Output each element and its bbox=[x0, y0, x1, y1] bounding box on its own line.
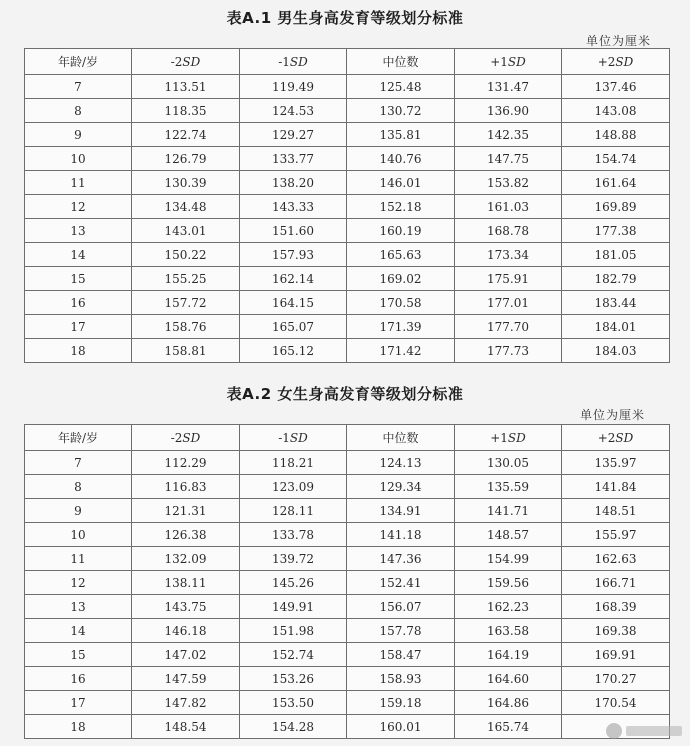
table-row bbox=[25, 691, 670, 715]
age-cell: 18 bbox=[25, 715, 132, 739]
height-cell: 146.01 bbox=[347, 171, 455, 195]
height-cell: 158.76 bbox=[132, 315, 240, 339]
height-cell: 165.74 bbox=[455, 715, 562, 739]
table-header bbox=[25, 425, 670, 451]
height-cell: 170.54 bbox=[562, 691, 670, 715]
height-cell: 148.88 bbox=[562, 123, 670, 147]
watermark-text-blur bbox=[626, 726, 682, 736]
height-cell: 153.82 bbox=[455, 171, 562, 195]
height-cell: 129.34 bbox=[347, 475, 455, 499]
table-row bbox=[25, 571, 670, 595]
table-row bbox=[25, 75, 670, 99]
height-cell: 143.08 bbox=[562, 99, 670, 123]
age-cell: 14 bbox=[25, 619, 132, 643]
height-cell: 151.98 bbox=[240, 619, 347, 643]
height-cell: 134.48 bbox=[132, 195, 240, 219]
watermark bbox=[606, 722, 682, 740]
column-header-text: SD bbox=[507, 430, 526, 445]
column-header-text: SD bbox=[182, 54, 201, 69]
height-cell: 130.72 bbox=[347, 99, 455, 123]
height-cell: 141.71 bbox=[455, 499, 562, 523]
height-cell: 116.83 bbox=[132, 475, 240, 499]
table-row bbox=[25, 339, 670, 363]
height-cell: 157.93 bbox=[240, 243, 347, 267]
column-header-text: 年龄/岁 bbox=[57, 55, 99, 69]
height-cell: 150.22 bbox=[132, 243, 240, 267]
height-cell: 131.47 bbox=[455, 75, 562, 99]
height-cell: 138.11 bbox=[132, 571, 240, 595]
height-cell: 142.35 bbox=[455, 123, 562, 147]
height-cell: 157.78 bbox=[347, 619, 455, 643]
height-cell: 152.18 bbox=[347, 195, 455, 219]
table-row bbox=[25, 619, 670, 643]
height-cell: 133.77 bbox=[240, 147, 347, 171]
table-row bbox=[25, 267, 670, 291]
column-header-text: +2 bbox=[597, 54, 616, 69]
unit-note-girls: 单位为厘米 bbox=[580, 408, 646, 422]
age-cell: 16 bbox=[25, 667, 132, 691]
height-cell: 128.11 bbox=[240, 499, 347, 523]
height-cell: 124.13 bbox=[347, 451, 455, 475]
height-cell: 160.01 bbox=[347, 715, 455, 739]
height-cell: 152.74 bbox=[240, 643, 347, 667]
table-row bbox=[25, 171, 670, 195]
height-cell: 161.64 bbox=[562, 171, 670, 195]
table-header bbox=[25, 49, 670, 75]
height-cell: 140.76 bbox=[347, 147, 455, 171]
height-cell: 135.59 bbox=[455, 475, 562, 499]
height-cell: 130.39 bbox=[132, 171, 240, 195]
height-cell: 184.01 bbox=[562, 315, 670, 339]
height-cell: 154.28 bbox=[240, 715, 347, 739]
height-cell: 143.33 bbox=[240, 195, 347, 219]
height-cell: 155.97 bbox=[562, 523, 670, 547]
height-cell: 164.15 bbox=[240, 291, 347, 315]
height-cell: 148.51 bbox=[562, 499, 670, 523]
height-cell: 162.23 bbox=[455, 595, 562, 619]
height-cell: 141.18 bbox=[347, 523, 455, 547]
table-row bbox=[25, 99, 670, 123]
height-cell: 124.53 bbox=[240, 99, 347, 123]
height-cell: 132.09 bbox=[132, 547, 240, 571]
age-cell: 7 bbox=[25, 75, 132, 99]
column-header-text: SD bbox=[507, 54, 526, 69]
table-row bbox=[25, 667, 670, 691]
age-cell: 8 bbox=[25, 475, 132, 499]
unit-note-boys: 单位为厘米 bbox=[586, 34, 652, 48]
table-row bbox=[25, 291, 670, 315]
table-body bbox=[25, 75, 670, 363]
age-cell: 13 bbox=[25, 219, 132, 243]
height-cell: 162.63 bbox=[562, 547, 670, 571]
height-cell: 164.19 bbox=[455, 643, 562, 667]
height-cell: 147.59 bbox=[132, 667, 240, 691]
height-cell: 182.79 bbox=[562, 267, 670, 291]
height-cell: 159.18 bbox=[347, 691, 455, 715]
column-header-text: SD bbox=[289, 54, 308, 69]
height-cell: 156.07 bbox=[347, 595, 455, 619]
table-row bbox=[25, 499, 670, 523]
age-cell: 12 bbox=[25, 571, 132, 595]
column-header bbox=[25, 49, 132, 75]
height-cell: 138.20 bbox=[240, 171, 347, 195]
height-cell: 177.73 bbox=[455, 339, 562, 363]
height-cell: 126.79 bbox=[132, 147, 240, 171]
column-header-text: SD bbox=[289, 430, 308, 445]
column-header-text: 中位数 bbox=[382, 55, 419, 69]
height-cell: 169.38 bbox=[562, 619, 670, 643]
table-row bbox=[25, 243, 670, 267]
height-cell: 164.86 bbox=[455, 691, 562, 715]
table-row bbox=[25, 315, 670, 339]
height-cell: 146.18 bbox=[132, 619, 240, 643]
column-header-text: 年龄/岁 bbox=[57, 431, 99, 445]
height-cell: 148.54 bbox=[132, 715, 240, 739]
height-cell: 169.02 bbox=[347, 267, 455, 291]
height-cell: 177.70 bbox=[455, 315, 562, 339]
height-cell: 151.60 bbox=[240, 219, 347, 243]
height-cell: 143.01 bbox=[132, 219, 240, 243]
height-cell: 112.29 bbox=[132, 451, 240, 475]
table-row bbox=[25, 595, 670, 619]
height-cell: 148.57 bbox=[455, 523, 562, 547]
height-cell: 158.81 bbox=[132, 339, 240, 363]
height-cell: 130.05 bbox=[455, 451, 562, 475]
height-cell: 175.91 bbox=[455, 267, 562, 291]
girls-height-table bbox=[24, 424, 670, 739]
table-row bbox=[25, 715, 670, 739]
age-cell: 9 bbox=[25, 123, 132, 147]
height-cell: 161.03 bbox=[455, 195, 562, 219]
age-cell: 18 bbox=[25, 339, 132, 363]
height-cell: 145.26 bbox=[240, 571, 347, 595]
column-header bbox=[25, 425, 132, 451]
height-cell: 134.91 bbox=[347, 499, 455, 523]
table-row bbox=[25, 451, 670, 475]
column-header-text: +1 bbox=[490, 54, 508, 69]
height-cell: 123.09 bbox=[240, 475, 347, 499]
height-cell: 166.71 bbox=[562, 571, 670, 595]
height-cell: 113.51 bbox=[132, 75, 240, 99]
height-cell: 118.21 bbox=[240, 451, 347, 475]
column-header bbox=[347, 425, 455, 451]
height-cell: 153.26 bbox=[240, 667, 347, 691]
height-cell: 163.58 bbox=[455, 619, 562, 643]
height-cell: 155.25 bbox=[132, 267, 240, 291]
table-title-girls: 表A.2 女生身高发育等级划分标准 bbox=[226, 385, 464, 403]
height-cell: 119.49 bbox=[240, 75, 347, 99]
column-header bbox=[240, 49, 347, 75]
height-cell: 165.63 bbox=[347, 243, 455, 267]
height-cell: 136.90 bbox=[455, 99, 562, 123]
column-header-text: -1 bbox=[278, 54, 290, 69]
age-cell: 16 bbox=[25, 291, 132, 315]
age-cell: 11 bbox=[25, 547, 132, 571]
height-cell: 141.84 bbox=[562, 475, 670, 499]
table-row bbox=[25, 523, 670, 547]
table-row bbox=[25, 195, 670, 219]
height-cell: 169.89 bbox=[562, 195, 670, 219]
height-cell: 147.36 bbox=[347, 547, 455, 571]
height-cell: 158.93 bbox=[347, 667, 455, 691]
age-cell: 14 bbox=[25, 243, 132, 267]
column-header bbox=[562, 49, 670, 75]
age-cell: 10 bbox=[25, 147, 132, 171]
column-header bbox=[455, 49, 562, 75]
column-header bbox=[240, 425, 347, 451]
column-header-text: +2 bbox=[597, 430, 616, 445]
table-row bbox=[25, 475, 670, 499]
height-cell: 125.48 bbox=[347, 75, 455, 99]
column-header bbox=[132, 49, 240, 75]
age-cell: 9 bbox=[25, 499, 132, 523]
age-cell: 8 bbox=[25, 99, 132, 123]
height-cell: 137.46 bbox=[562, 75, 670, 99]
column-header-text: SD bbox=[182, 430, 201, 445]
height-cell: 162.14 bbox=[240, 267, 347, 291]
header-row bbox=[25, 425, 670, 451]
height-cell: 118.35 bbox=[132, 99, 240, 123]
column-header bbox=[347, 49, 455, 75]
height-cell: 135.97 bbox=[562, 451, 670, 475]
height-cell: 154.99 bbox=[455, 547, 562, 571]
height-cell: 165.07 bbox=[240, 315, 347, 339]
age-cell: 17 bbox=[25, 691, 132, 715]
height-cell: 177.38 bbox=[562, 219, 670, 243]
age-cell: 15 bbox=[25, 643, 132, 667]
table-row bbox=[25, 547, 670, 571]
table-body bbox=[25, 451, 670, 739]
table-row bbox=[25, 643, 670, 667]
column-header-text: SD bbox=[615, 54, 634, 69]
height-cell: 121.31 bbox=[132, 499, 240, 523]
column-header bbox=[455, 425, 562, 451]
age-cell: 7 bbox=[25, 451, 132, 475]
column-header bbox=[562, 425, 670, 451]
height-cell: 158.47 bbox=[347, 643, 455, 667]
age-cell: 17 bbox=[25, 315, 132, 339]
height-cell: 126.38 bbox=[132, 523, 240, 547]
height-cell: 168.78 bbox=[455, 219, 562, 243]
column-header-text: -1 bbox=[278, 430, 290, 445]
age-cell: 13 bbox=[25, 595, 132, 619]
height-cell: 143.75 bbox=[132, 595, 240, 619]
height-cell: 133.78 bbox=[240, 523, 347, 547]
height-cell: 147.75 bbox=[455, 147, 562, 171]
boys-height-table bbox=[24, 48, 670, 363]
height-cell: 177.01 bbox=[455, 291, 562, 315]
height-cell: 129.27 bbox=[240, 123, 347, 147]
height-cell: 154.74 bbox=[562, 147, 670, 171]
height-cell: 173.34 bbox=[455, 243, 562, 267]
height-cell: 171.39 bbox=[347, 315, 455, 339]
height-cell: 159.56 bbox=[455, 571, 562, 595]
height-cell: 153.50 bbox=[240, 691, 347, 715]
height-cell: 135.81 bbox=[347, 123, 455, 147]
height-cell: 169.91 bbox=[562, 643, 670, 667]
column-header-text: 中位数 bbox=[382, 431, 419, 445]
table-row bbox=[25, 123, 670, 147]
height-cell: 184.03 bbox=[562, 339, 670, 363]
column-header-text: -2 bbox=[170, 430, 183, 445]
age-cell: 12 bbox=[25, 195, 132, 219]
height-cell: 164.60 bbox=[455, 667, 562, 691]
height-cell: 122.74 bbox=[132, 123, 240, 147]
column-header-text: -2 bbox=[170, 54, 183, 69]
height-cell: 168.39 bbox=[562, 595, 670, 619]
height-cell: 183.44 bbox=[562, 291, 670, 315]
table-row bbox=[25, 219, 670, 243]
height-cell: 147.02 bbox=[132, 643, 240, 667]
height-cell: 160.19 bbox=[347, 219, 455, 243]
height-cell: 181.05 bbox=[562, 243, 670, 267]
age-cell: 10 bbox=[25, 523, 132, 547]
height-cell: 165.12 bbox=[240, 339, 347, 363]
age-cell: 15 bbox=[25, 267, 132, 291]
height-cell: 149.91 bbox=[240, 595, 347, 619]
column-header bbox=[132, 425, 240, 451]
height-cell: 170.27 bbox=[562, 667, 670, 691]
height-cell: 170.58 bbox=[347, 291, 455, 315]
column-header-text: +1 bbox=[490, 430, 508, 445]
header-row bbox=[25, 49, 670, 75]
watermark-logo-icon bbox=[606, 723, 622, 739]
table-title-boys: 表A.1 男生身高发育等级划分标准 bbox=[226, 9, 464, 27]
height-cell: 147.82 bbox=[132, 691, 240, 715]
height-cell: 171.42 bbox=[347, 339, 455, 363]
column-header-text: SD bbox=[615, 430, 634, 445]
height-cell: 152.41 bbox=[347, 571, 455, 595]
height-cell: 157.72 bbox=[132, 291, 240, 315]
height-cell: 139.72 bbox=[240, 547, 347, 571]
table-row bbox=[25, 147, 670, 171]
age-cell: 11 bbox=[25, 171, 132, 195]
